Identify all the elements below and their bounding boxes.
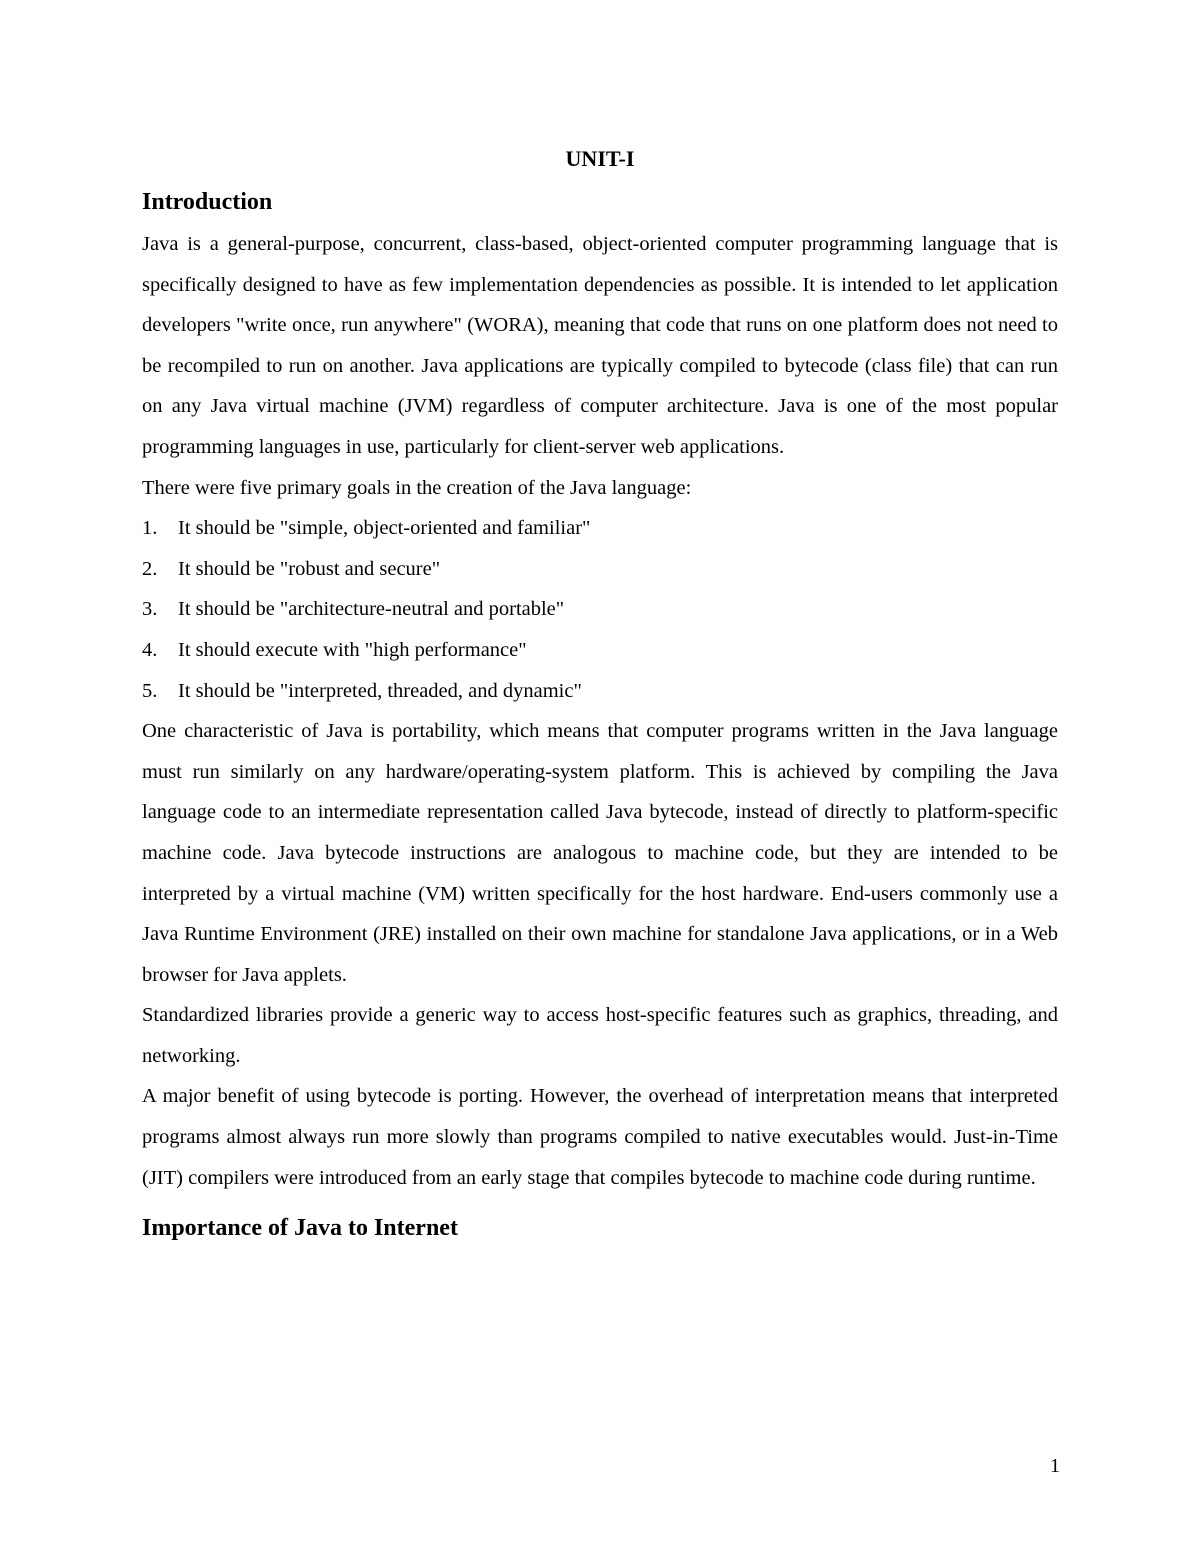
goal-item	[142, 508, 1058, 549]
goal-number: 1.	[142, 517, 158, 540]
goal-item	[142, 549, 1058, 590]
bytecode-paragraph: A major benefit of using bytecode is porting. However, the overhead of interpretation means that interpreted programs almost always run more slowly than programs compiled to native executables would. Just-in-Time (JIT) compilers were introduced from an early stage that compiles bytecode to machine code during runtime.	[142, 1085, 1058, 1189]
introduction-paragraph: Java is a general-purpose, concurrent, class-based, object-oriented computer programming language that is specifically designed to have as few implementation dependencies as possible. It is intended to let application developers "write once, run anywhere" (WORA), meaning that code that runs on one platform does not need to be recompiled to run on another. Java applications are typically compiled to bytecode (class file) that can run on any Java virtual machine (JVM) regardless of computer architecture. Java is one of the most popular programming languages in use, particularly for client-server web applications.	[142, 233, 1058, 458]
goal-number: 2.	[142, 557, 158, 580]
unit-title: UNIT-I	[565, 146, 635, 171]
goals-intro: There were five primary goals in the creation of the Java language:	[142, 476, 692, 499]
libraries-paragraph: Standardized libraries provide a generic way to access host-specific features such as graphics, threading, and networking.	[142, 1004, 1058, 1067]
goal-item	[142, 630, 1058, 671]
goal-text: It should be "simple, object-oriented and familiar"	[178, 517, 591, 540]
page-number: 1	[1050, 1455, 1060, 1477]
importance-heading-wrap	[142, 1206, 1058, 1250]
goal-item	[142, 671, 1058, 712]
page-content	[142, 138, 1058, 1250]
goal-number: 3.	[142, 598, 158, 621]
goal-text: It should be "robust and secure"	[178, 557, 441, 580]
goal-item	[142, 589, 1058, 630]
goals-list	[142, 508, 1058, 711]
portability-paragraph: One characteristic of Java is portability, which means that computer programs written in the Java language must run similarly on any hardware/operating-system platform. This is achieved by compiling the Java language code to an intermediate representation called Java bytecode, instead of directly to platform-specific machine code. Java bytecode instructions are analogous to machine code, but they are intended to be interpreted by a virtual machine (VM) written specifically for the host hardware. End-users commonly use a Java Runtime Environment (JRE) installed on their own machine for standalone Java applications, or in a Web browser for Java applets.	[142, 720, 1058, 986]
introduction-heading: Introduction	[142, 189, 273, 215]
goal-number: 4.	[142, 638, 158, 661]
goal-text: It should be "architecture-neutral and portable"	[178, 598, 565, 621]
importance-heading: Importance of Java to Internet	[142, 1215, 458, 1242]
goal-number: 5.	[142, 679, 158, 702]
goal-text: It should be "interpreted, threaded, and dynamic"	[178, 679, 582, 702]
goal-text: It should execute with "high performance"	[178, 638, 527, 661]
